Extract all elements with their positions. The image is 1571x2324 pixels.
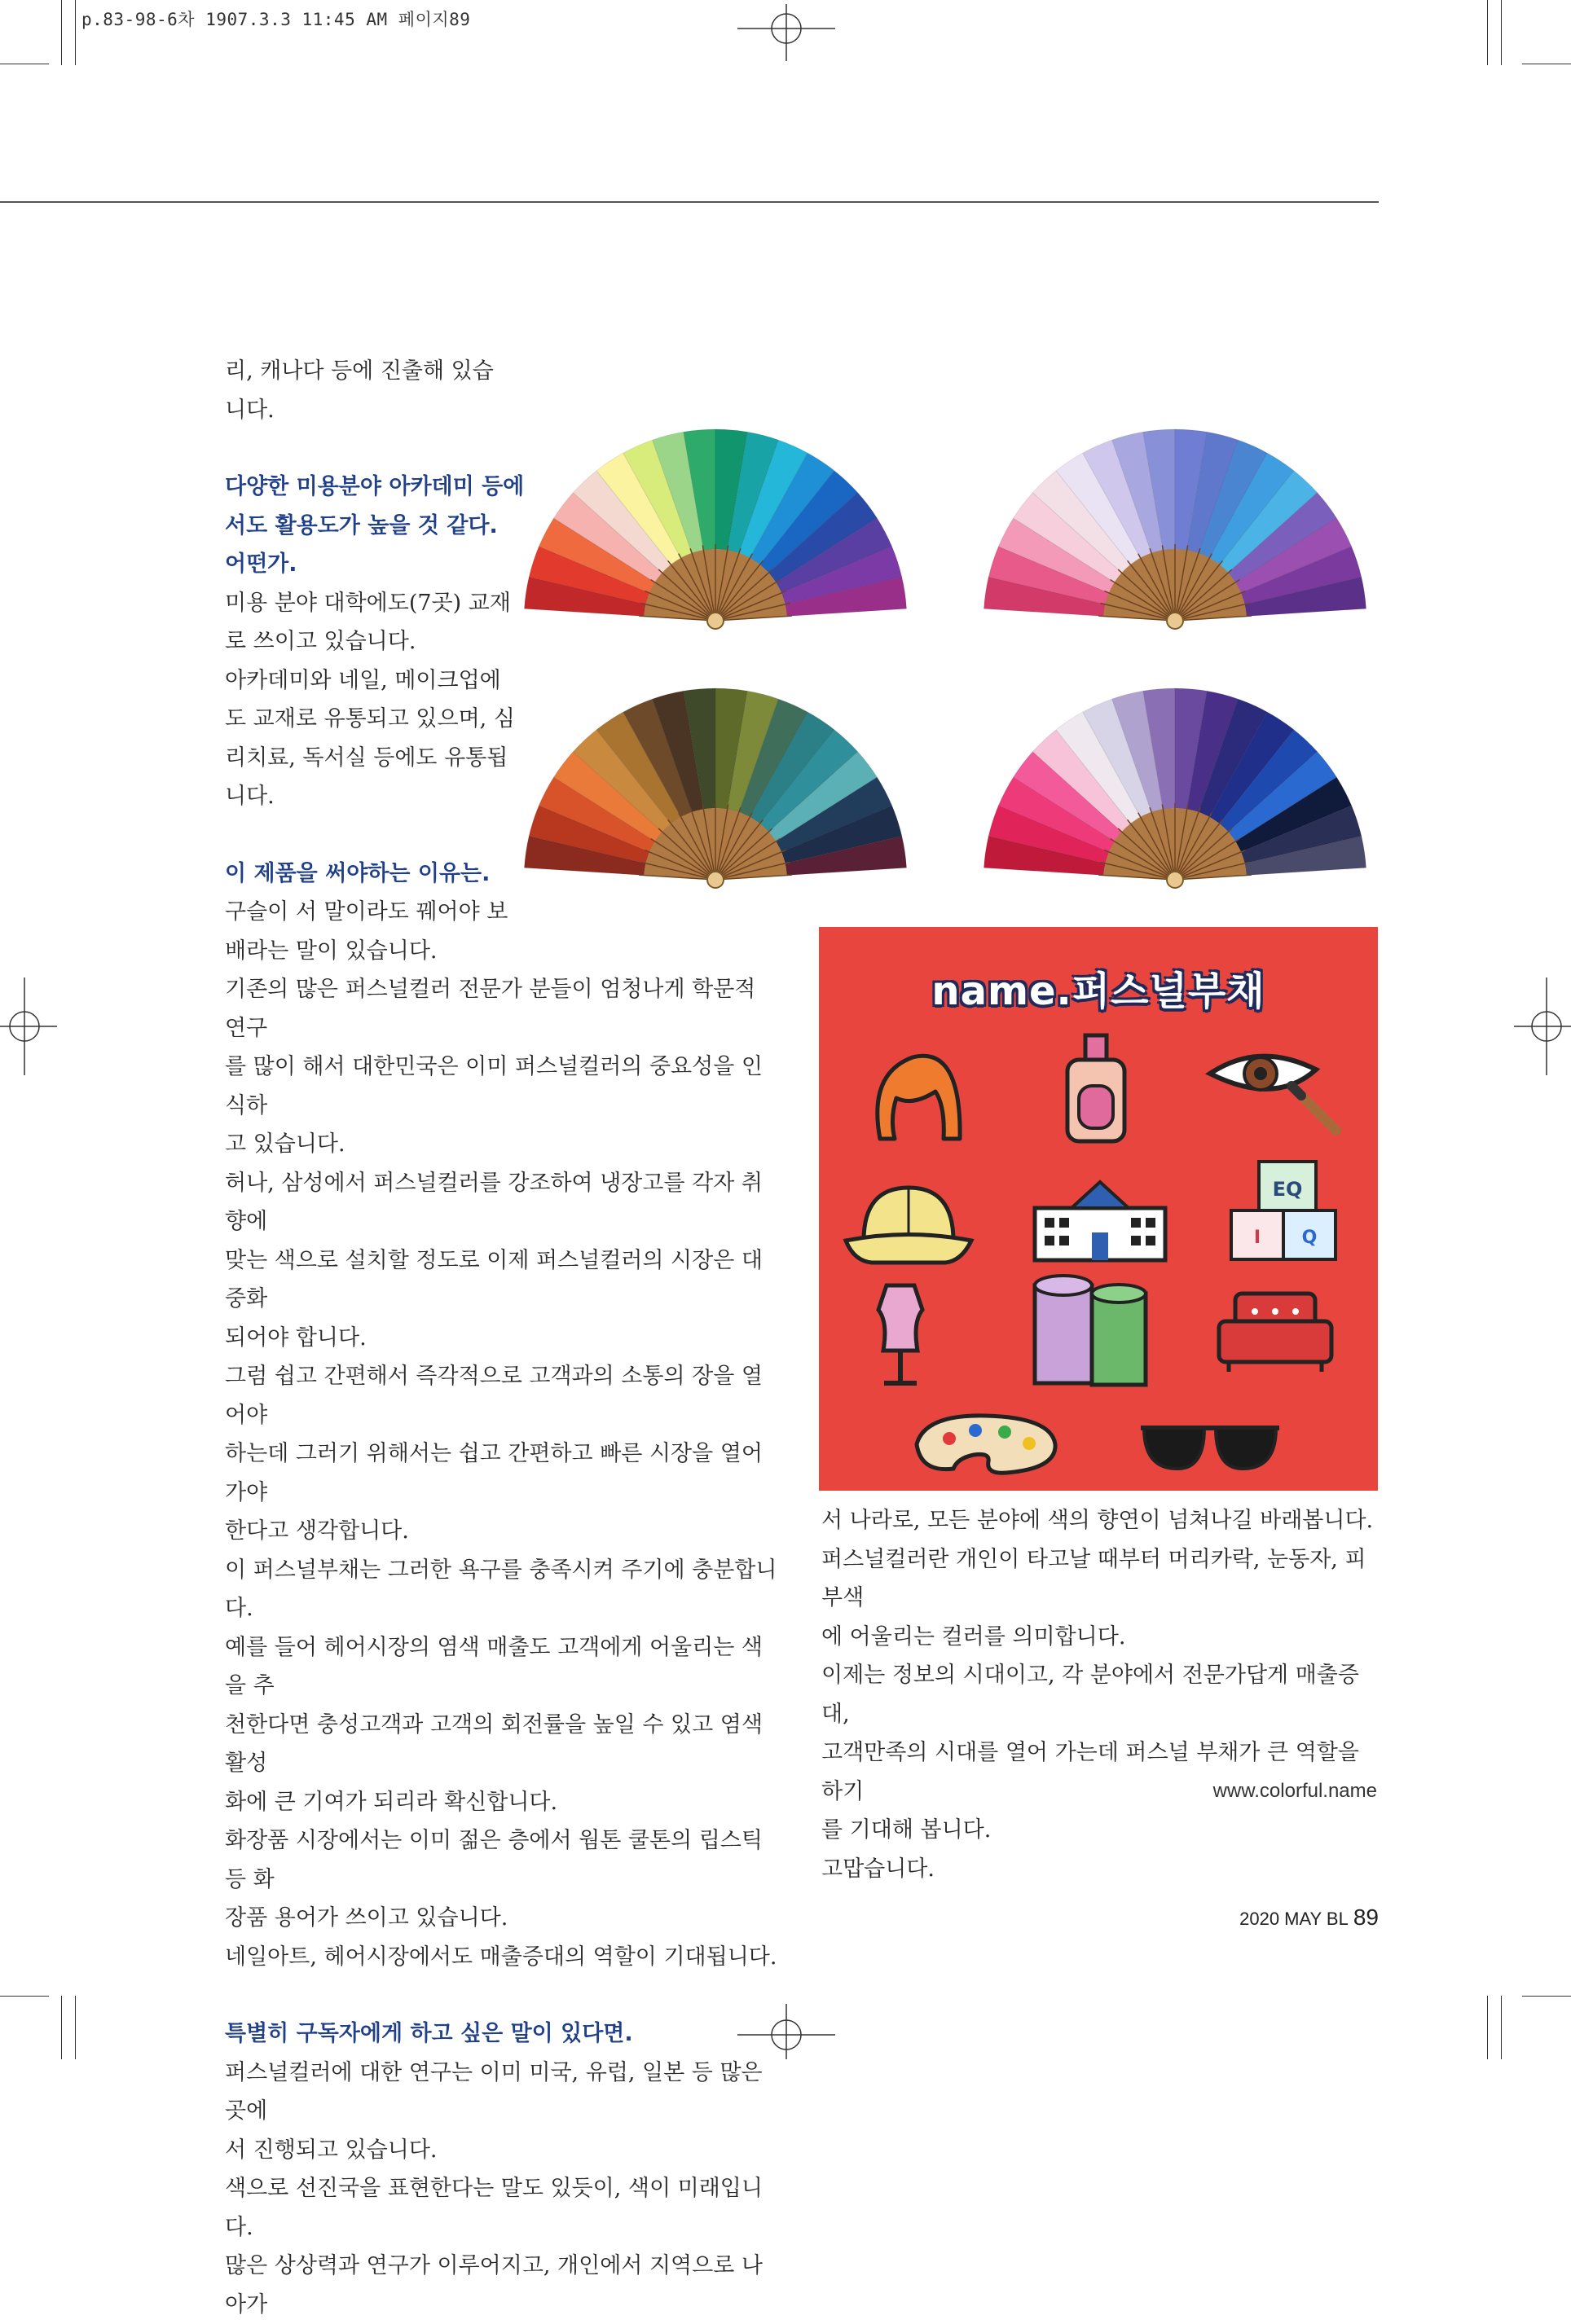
- folio-label: 2020 MAY BL: [1239, 1909, 1349, 1929]
- eq-iq-blocks-icon: [1226, 1155, 1340, 1269]
- section-heading: 특별히 구독자에게 하고 싶은 말이 있다면.: [225, 2021, 633, 2046]
- registration-mark-right: [1514, 977, 1571, 1075]
- body-line: 기존의 많은 퍼스널컬러 전문가 분들이 엄청나게 학문적 연구: [225, 977, 756, 1041]
- fabric-rolls-icon: [1027, 1269, 1157, 1391]
- body-line: 를 많이 해서 대한민국은 이미 퍼스널컬러의 중요성을 인식하: [225, 1054, 763, 1118]
- paragraph-gap: [225, 816, 779, 854]
- body-line: 리치료, 독서실 등에도 유통됩: [225, 745, 508, 771]
- print-slug: p.83-98-6차 1907.3.3 11:45 AM 페이지89: [81, 10, 471, 29]
- nail-polish-icon: [1059, 1029, 1133, 1151]
- body-line: 많은 상상력과 연구가 이루어지고, 개인에서 지역으로 나아가: [225, 2253, 763, 2317]
- eye-makeup-icon: [1202, 1041, 1349, 1139]
- body-line: 고객만족의 시대를 열어 가는데 퍼스널 부채가 큰 역할을 하기: [821, 1740, 1359, 1804]
- body-line: 를 기대해 봅니다.: [821, 1817, 992, 1843]
- body-line: 화에 큰 기여가 되리라 확신합니다.: [225, 1789, 558, 1815]
- body-line: 퍼스널컬러에 대한 연구는 이미 미국, 유럽, 일본 등 많은 곳에: [225, 2059, 763, 2124]
- section-heading: 이 제품을 써야하는 이유는.: [225, 860, 491, 886]
- registration-mark-top: [737, 4, 835, 69]
- body-line: 아카데미와 네일, 메이크업에: [225, 667, 501, 693]
- paragraph-gap: [225, 1976, 779, 2014]
- fan-rivet: [1167, 872, 1183, 888]
- article-left-column: [225, 352, 779, 2324]
- paragraph-gap: [225, 429, 779, 468]
- body-line: 니다.: [225, 784, 275, 809]
- sofa-icon: [1214, 1285, 1336, 1375]
- body-line: 화장품 시장에서는 이미 젊은 층에서 웜톤 쿨톤의 립스틱 등 화: [225, 1828, 763, 1892]
- i-block-label: I: [1253, 1228, 1261, 1248]
- hat-icon: [839, 1171, 978, 1269]
- body-line: 고 있습니다.: [225, 1131, 345, 1157]
- body-line: 미용 분야 대학에도(7곳) 교재: [225, 590, 511, 616]
- body-line: 로 쓰이고 있습니다.: [225, 629, 416, 654]
- sunglasses-icon: [1133, 1416, 1287, 1481]
- page-folio: [1239, 1904, 1379, 1931]
- body-line: 그럼 쉽고 간편해서 즉각적으로 고객과의 소통의 장을 열어야: [225, 1364, 763, 1428]
- body-line: 고맙습니다.: [821, 1856, 935, 1882]
- body-line: 리, 캐나다 등에 진출해 있습: [225, 358, 494, 384]
- body-line: 허나, 삼성에서 퍼스널컬러를 강조하여 냉장고를 각자 취향에: [225, 1170, 763, 1234]
- body-line: 맞는 색으로 설치할 정도로 이제 퍼스널컬러의 시장은 대중화: [225, 1247, 763, 1311]
- body-line: 장품 용어가 쓰이고 있습니다.: [225, 1905, 508, 1931]
- body-line: 에 어울리는 컬러를 의미합니다.: [821, 1623, 1126, 1650]
- section-heading: 서도 활용도가 높을 것 같다.: [225, 512, 498, 538]
- fan-winter: [971, 666, 1379, 894]
- paint-palette-icon: [909, 1408, 1063, 1481]
- body-line: 색으로 선진국을 표현한다는 말도 있듯이, 색이 미래입니다.: [225, 2176, 763, 2240]
- body-line: 한다고 생각합니다.: [225, 1518, 409, 1544]
- school-building-icon: [1027, 1175, 1173, 1265]
- page-number: 89: [1353, 1904, 1379, 1930]
- panel-title: name.퍼스널부채: [931, 969, 1265, 1014]
- body-line: 이제는 정보의 시대이고, 각 분야에서 전문가답게 매출증대,: [821, 1663, 1359, 1727]
- body-line: 네일아트, 헤어시장에서도 매출증대의 역할이 기대됩니다.: [225, 1944, 777, 1970]
- section-heading: 다양한 미용분야 아카데미 등에: [225, 474, 525, 499]
- fan-rivet: [1167, 613, 1183, 629]
- website-url: www.colorful.name: [1212, 1780, 1377, 1802]
- body-line: 구슬이 서 말이라도 꿰어야 보: [225, 899, 508, 925]
- body-line: 하는데 그러기 위해서는 쉽고 간편하고 빠른 시장을 열어가야: [225, 1441, 763, 1505]
- body-line: 니다.: [225, 397, 275, 423]
- body-line: 되어야 합니다.: [225, 1325, 367, 1351]
- section-heading: 어떤가.: [225, 551, 297, 577]
- body-line: 천한다면 충성고객과 고객의 회전률을 높일 수 있고 염색활성: [225, 1711, 763, 1776]
- body-line: 도 교재로 유통되고 있으며, 심: [225, 706, 515, 731]
- body-line: 서 진행되고 있습니다.: [225, 2137, 438, 2163]
- q-block-label: Q: [1301, 1228, 1318, 1248]
- fan-cool-summer: [971, 407, 1379, 635]
- body-line: 이 퍼스널부채는 그러한 욕구를 충족시켜 주기에 충분합니다.: [225, 1557, 777, 1621]
- article-right-column: [821, 1501, 1384, 1888]
- body-line: 서 나라로, 모든 분야에 색의 향연이 넘쳐나길 바래봅니다.: [821, 1508, 1374, 1533]
- body-line: 퍼스널컬러란 개인이 타고날 때부터 머리카락, 눈동자, 피부색: [821, 1546, 1366, 1610]
- registration-mark-left: [0, 977, 57, 1075]
- eq-block-label: EQ: [1272, 1178, 1303, 1201]
- body-line: 예를 들어 헤어시장의 염색 매출도 고객에게 어울리는 색을 추: [225, 1634, 763, 1698]
- mannequin-icon: [864, 1277, 937, 1391]
- header-rule: [0, 201, 1379, 203]
- body-line: 배라는 말이 있습니다.: [225, 938, 438, 964]
- personal-fan-icon-panel: [819, 927, 1378, 1491]
- hair-icon: [864, 1041, 970, 1155]
